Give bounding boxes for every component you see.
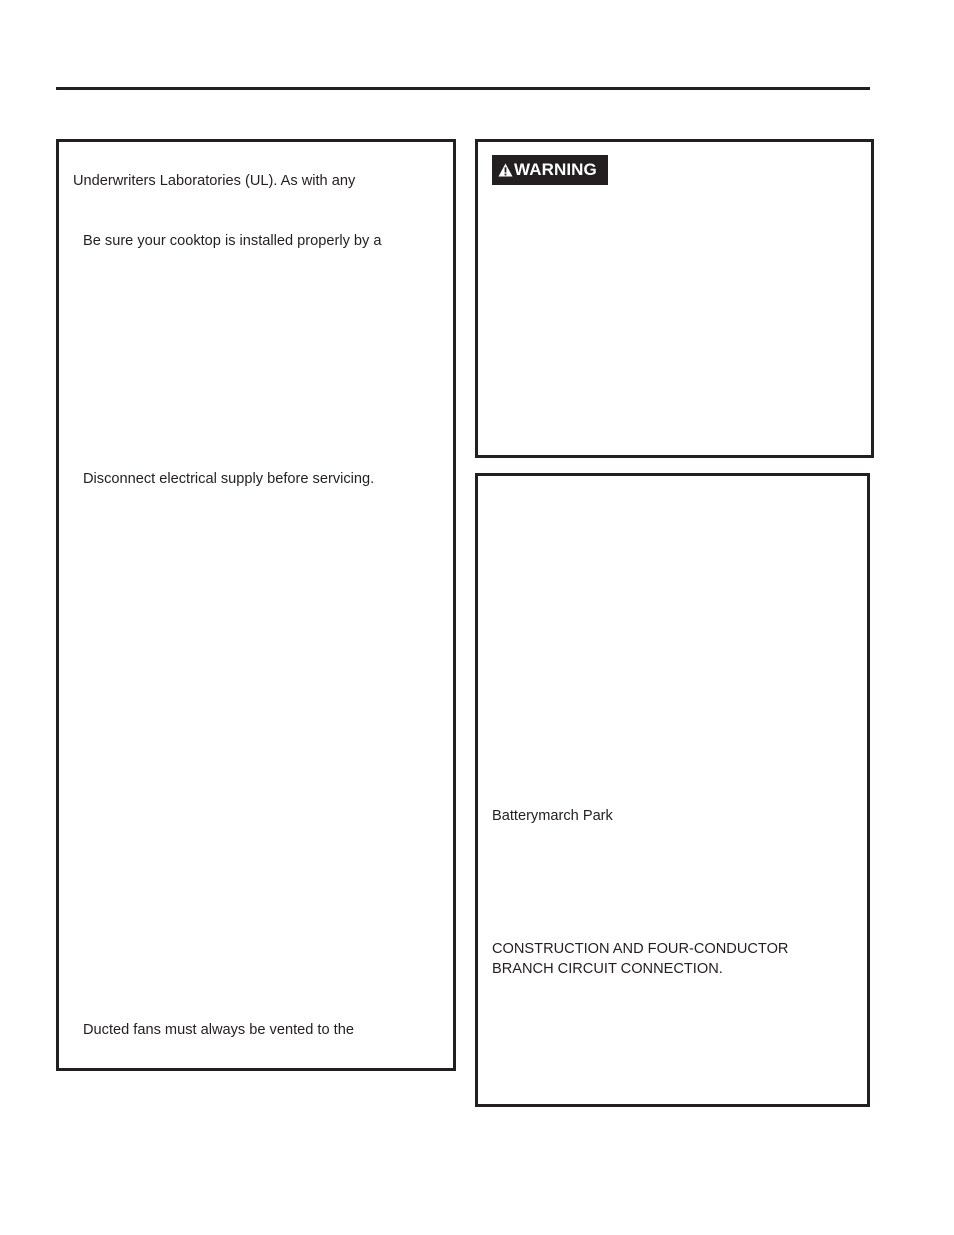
installation-notice-box bbox=[475, 473, 870, 1107]
warning-triangle-icon bbox=[498, 163, 513, 177]
warning-label: WARNING bbox=[514, 160, 597, 179]
header-rule bbox=[56, 87, 870, 90]
safety-instructions-box bbox=[56, 139, 456, 1071]
construction-notice-text: CONSTRUCTION AND FOUR-CONDUCTOR bbox=[492, 941, 789, 957]
warning-badge bbox=[492, 155, 608, 185]
branch-circuit-text: BRANCH CIRCUIT CONNECTION. bbox=[492, 961, 723, 977]
installation-instruction-text: Be sure your cooktop is installed properly by a bbox=[83, 233, 382, 249]
ul-listing-text: Underwriters Laboratories (UL). As with any bbox=[73, 173, 356, 189]
warning-box bbox=[475, 139, 874, 458]
address-text: Batterymarch Park bbox=[492, 808, 613, 824]
disconnect-supply-text: Disconnect electrical supply before servicing. bbox=[83, 471, 375, 487]
ducted-fans-text: Ducted fans must always be vented to the bbox=[83, 1022, 354, 1038]
